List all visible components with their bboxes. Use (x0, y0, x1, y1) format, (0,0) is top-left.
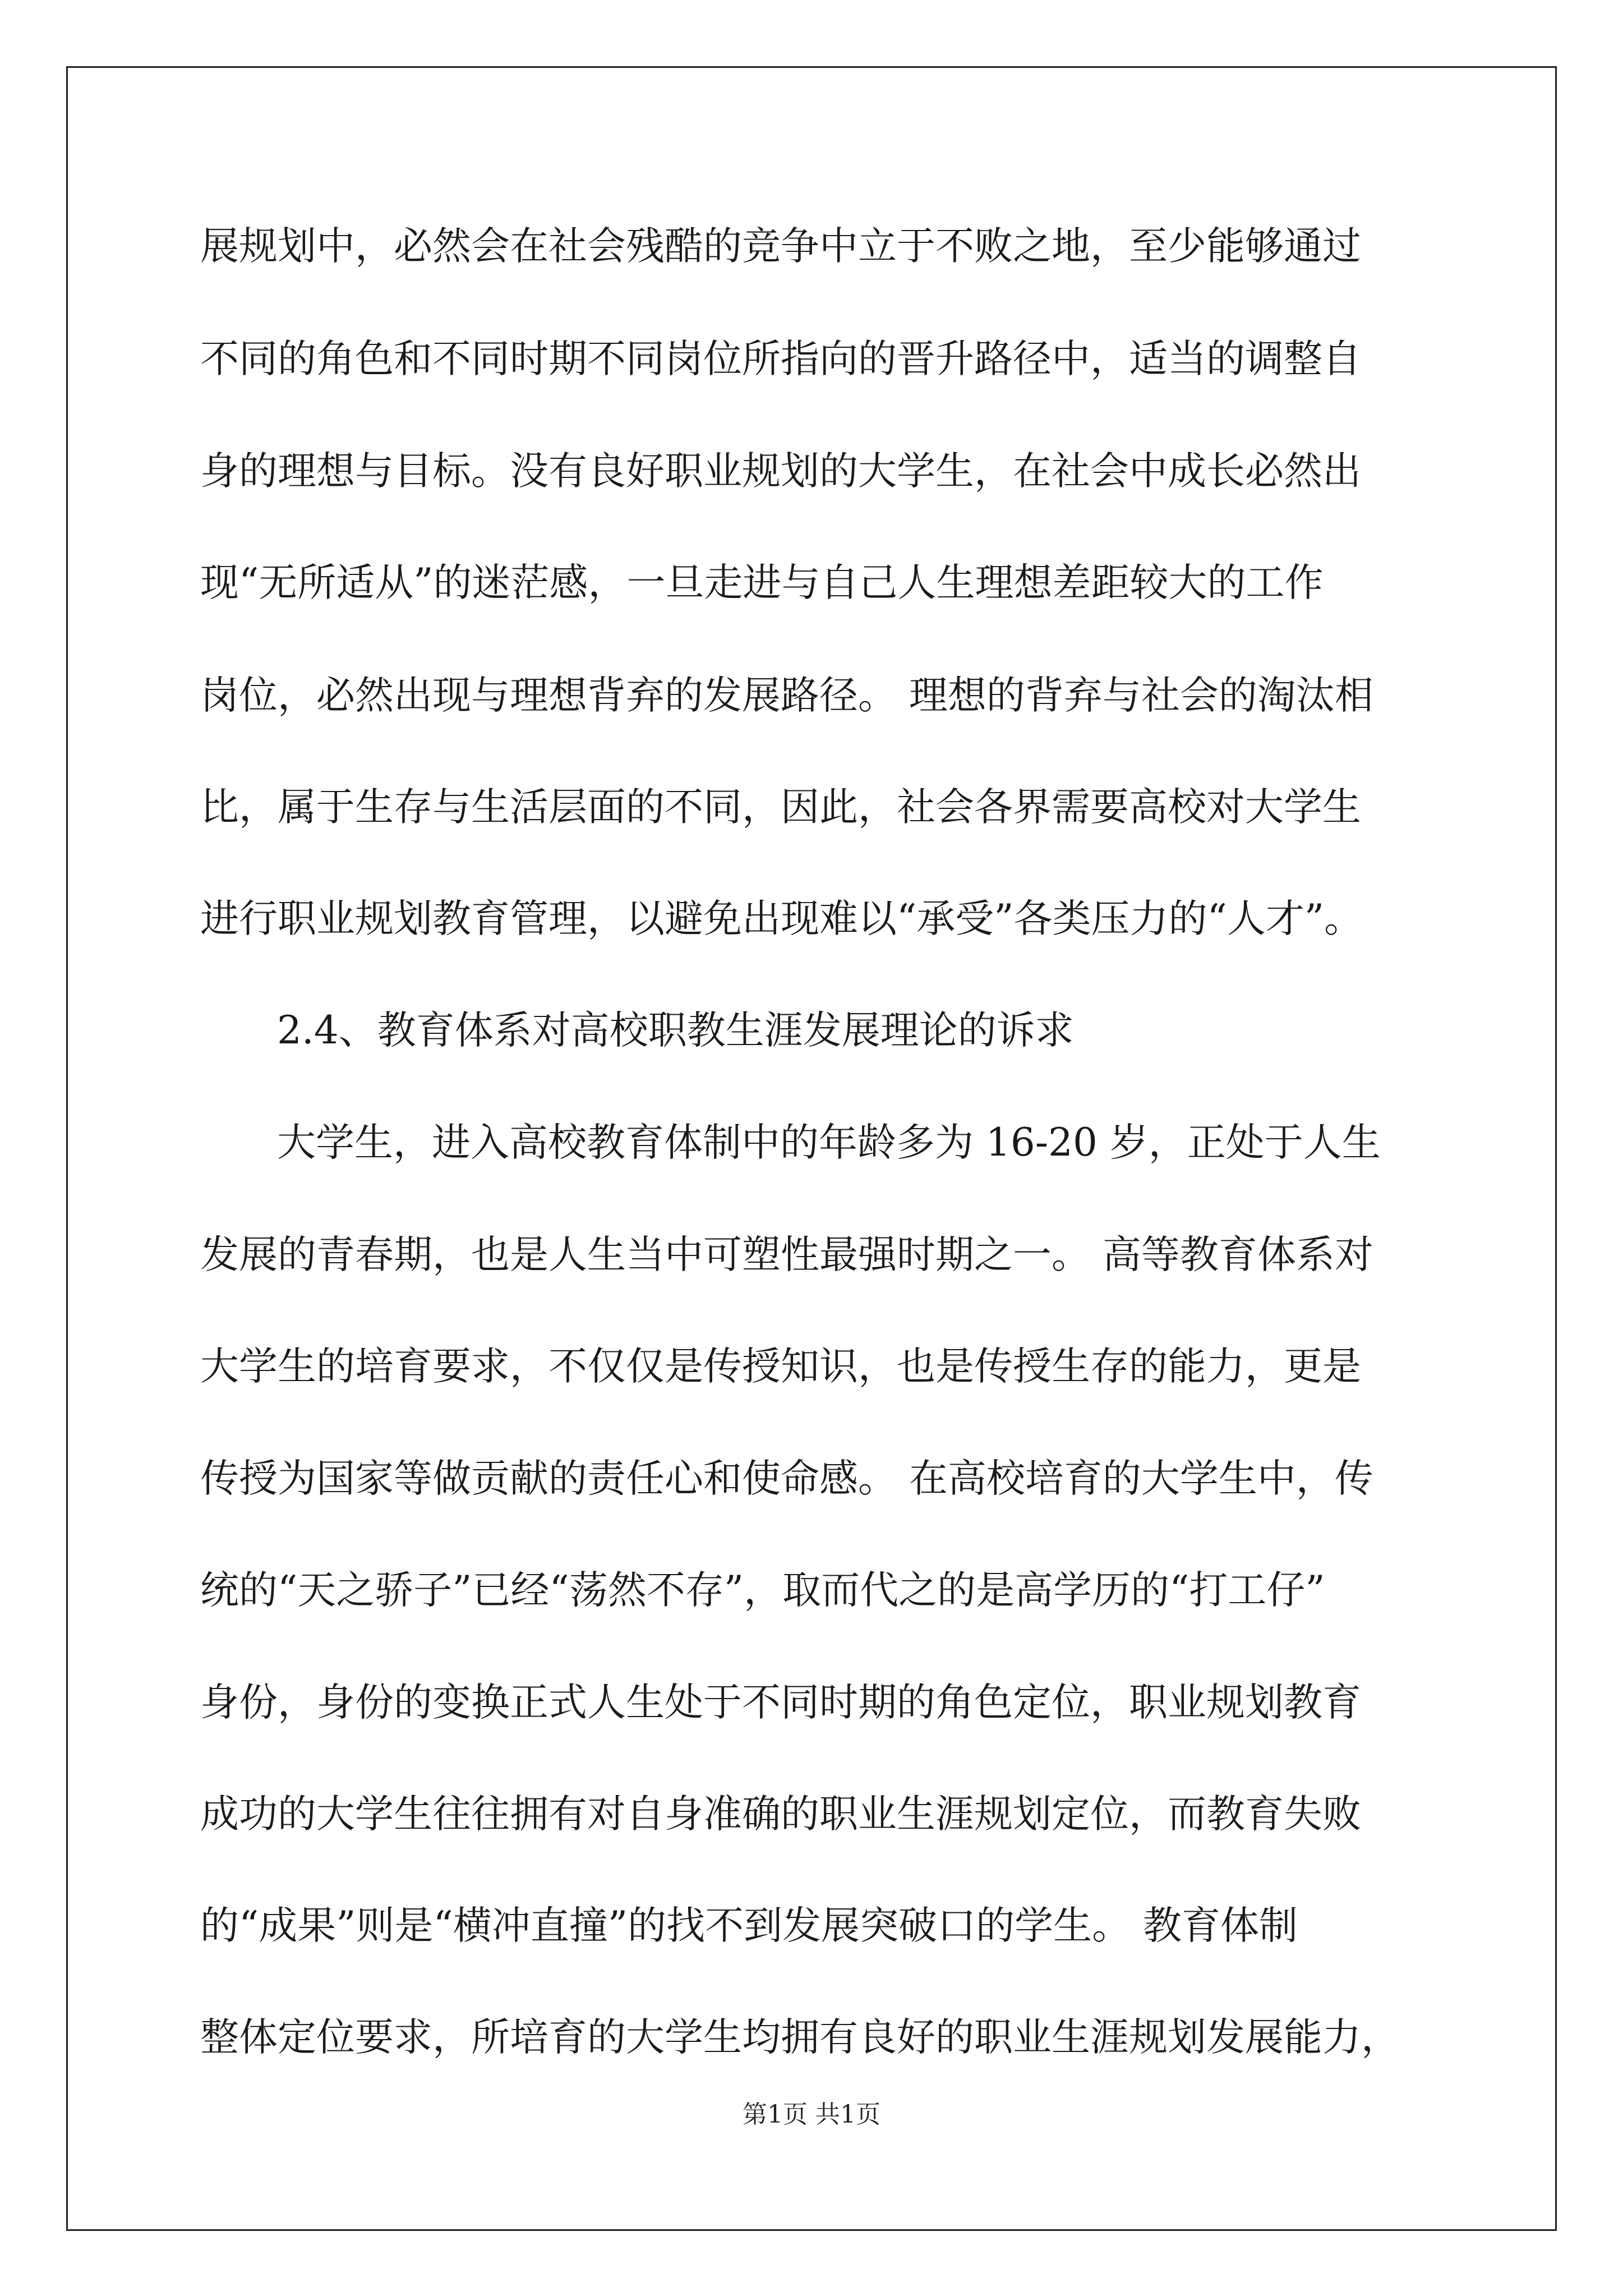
paragraph-line: 现“无所适从”的迷茫感，一旦走进与自己人生理想差距较大的工作 (200, 560, 1324, 605)
paragraph-line: 整体定位要求，所培育的大学生均拥有良好的职业生涯规划发展能力， (200, 2015, 1400, 2060)
paragraph-line: 比，属于生存与生活层面的不同，因此，社会各界需要高校对大学生 (200, 785, 1361, 830)
paragraph-line: 展规划中，必然会在社会残酷的竞争中立于不败之地，至少能够通过 (200, 224, 1361, 269)
paragraph-line: 身份，身份的变换正式人生处于不同时期的角色定位，职业规划教育 (200, 1680, 1361, 1725)
paragraph-line: 传授为国家等做贡献的责任心和使命感。 在高校培育的大学生中，传 (200, 1456, 1373, 1501)
paragraph-line: 统的“天之骄子”已经“荡然不存”，取而代之的是高学历的“打工仔” (200, 1568, 1325, 1613)
section-heading: 2.4、教育体系对高校职教生涯发展理论的诉求 (277, 1008, 1074, 1053)
paragraph-line: 岗位，必然出现与理想背弃的发展路径。 理想的背弃与社会的淘汰相 (200, 673, 1373, 718)
paragraph-line: 身的理想与目标。没有良好职业规划的大学生，在社会中成长必然出 (200, 449, 1361, 494)
paragraph-line: 发展的青春期，也是人生当中可塑性最强时期之一。 高等教育体系对 (200, 1232, 1373, 1277)
paragraph-line: 进行职业规划教育管理，以避免出现难以“承受”各类压力的“人才”。 (200, 896, 1363, 941)
page-number-footer: 第1页 共1页 (743, 2100, 880, 2129)
paragraph-line: 成功的大学生往往拥有对自身准确的职业生涯规划定位，而教育失败 (200, 1792, 1361, 1837)
paragraph-line: 不同的角色和不同时期不同岗位所指向的晋升路径中，适当的调整自 (200, 337, 1361, 381)
paragraph-line: 大学生，进入高校教育体制中的年龄多为 16-20 岁，正处于人生 (277, 1120, 1381, 1165)
paragraph-line: 的“成果”则是“横冲直撞”的找不到发展突破口的学生。 教育体制 (200, 1903, 1298, 1948)
paragraph-line: 大学生的培育要求，不仅仅是传授知识，也是传授生存的能力，更是 (200, 1344, 1361, 1389)
